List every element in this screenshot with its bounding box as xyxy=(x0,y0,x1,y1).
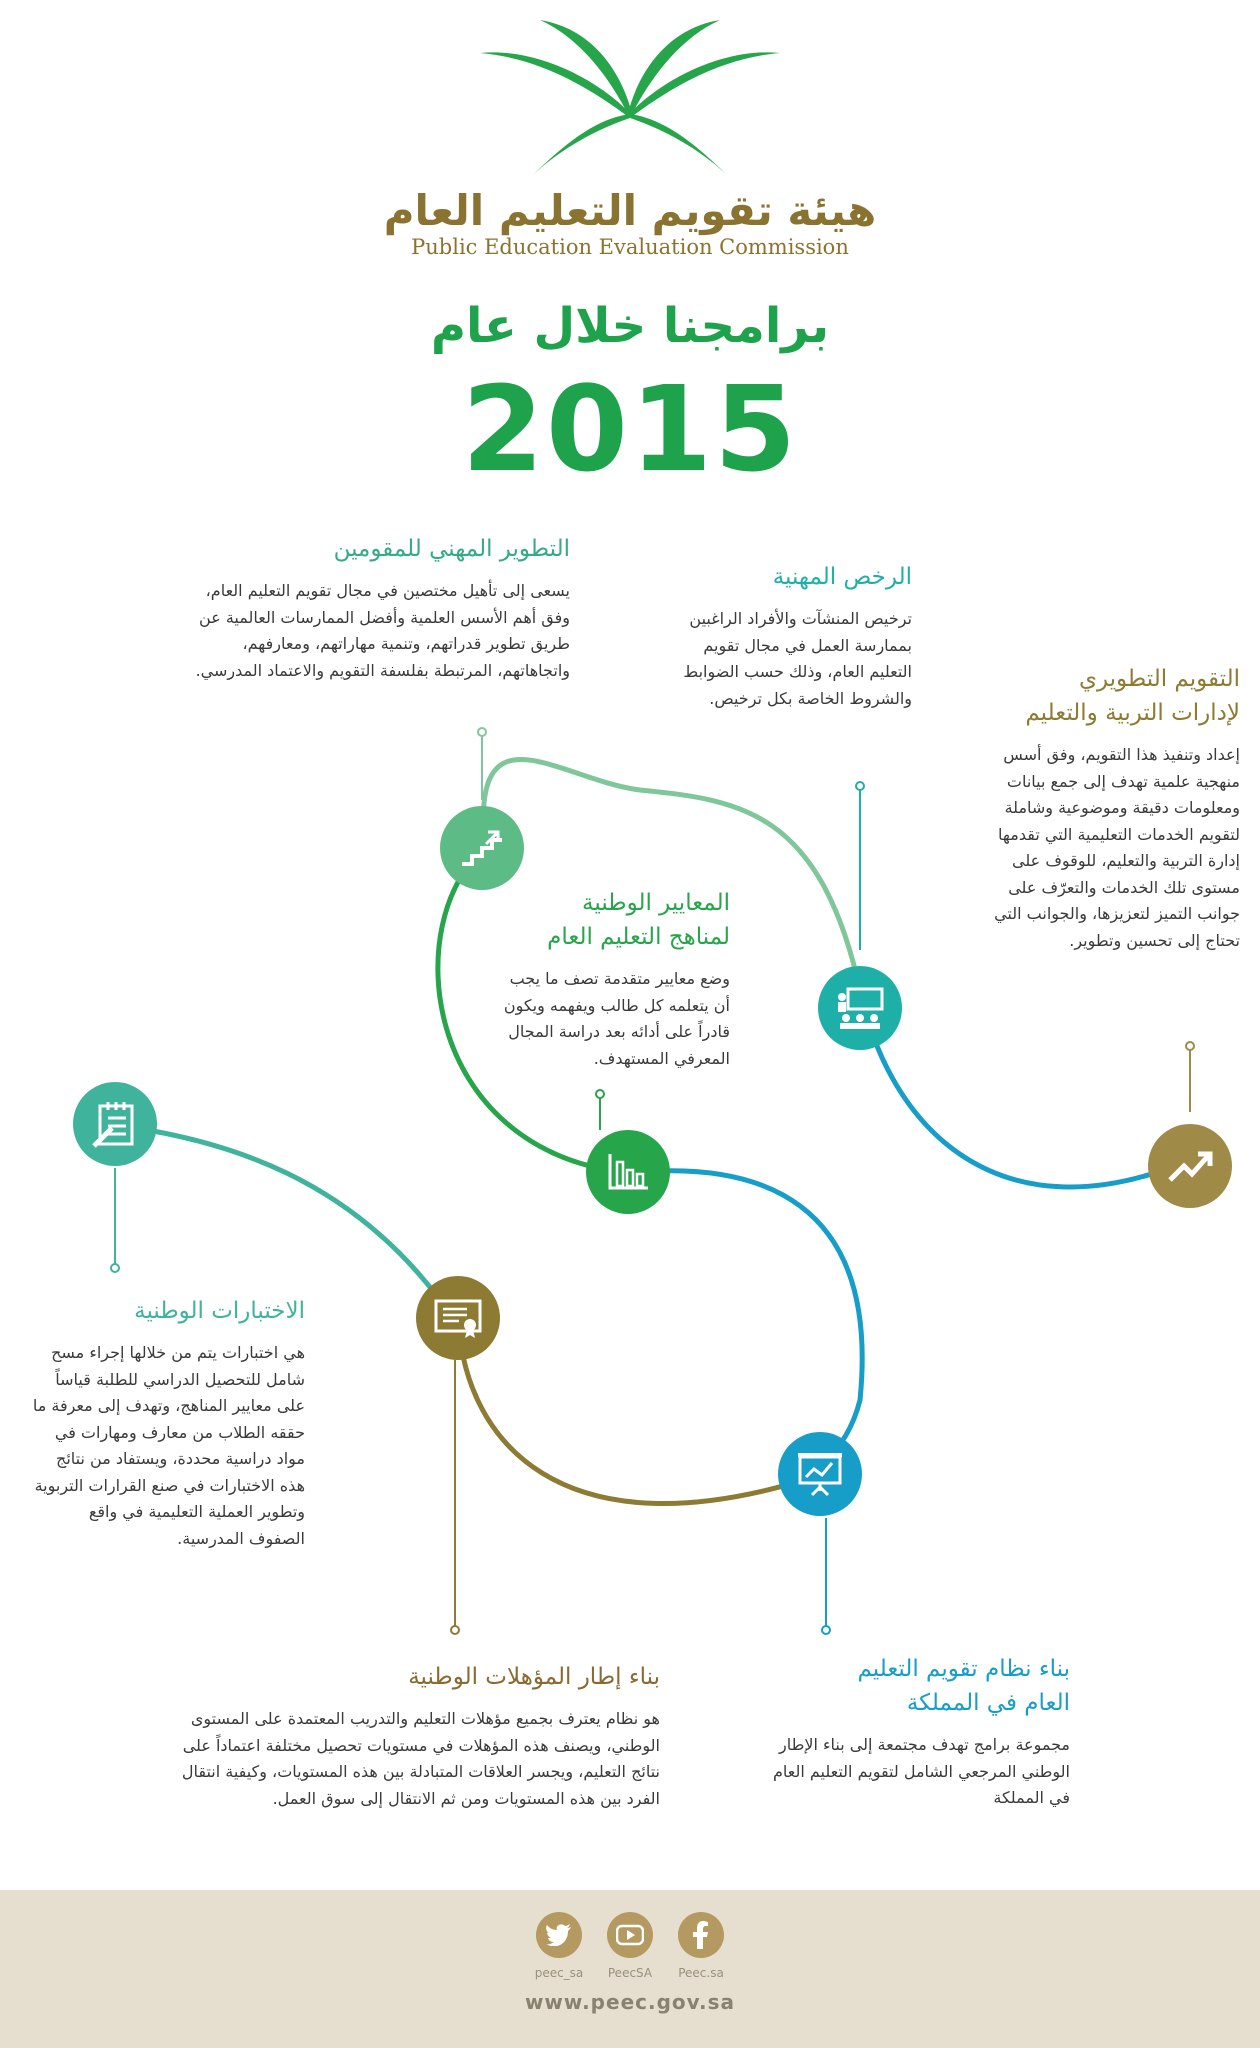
section-title-line1: التقويم التطويري xyxy=(1078,666,1240,692)
checklist-icon xyxy=(92,1100,138,1148)
section-qualifications-framework xyxy=(170,1660,660,1812)
curve-teal-big xyxy=(115,1125,440,1300)
facebook-icon xyxy=(693,1921,709,1949)
pin-dot xyxy=(478,728,486,736)
section-body: يسعى إلى تأهيل مختصين في مجال تقويم التعليم العام، وفق أهم الأسس العلمية وأفضل الممارسات العالمية عن طريق تطوير قدراتهم، وتنمية مهاراتهم، ومعارفهم، واتجاهاتهم، المرتبطة بفلسفة التقويم والاعتماد المدرسي. xyxy=(195,581,570,680)
section-title-line2: العام في المملكة xyxy=(906,1690,1070,1716)
curve-blue xyxy=(628,1171,862,1470)
section-national-tests xyxy=(30,1294,305,1552)
bar-chart-icon xyxy=(606,1152,650,1192)
youtube-icon xyxy=(616,1924,644,1946)
twitter-icon xyxy=(546,1924,572,1946)
pin-dot xyxy=(856,782,864,790)
presentation-board-icon xyxy=(796,1451,844,1497)
classroom-node xyxy=(818,966,902,1050)
section-national-standards xyxy=(490,886,730,1072)
youtube-handle[interactable]: PeecSA xyxy=(607,1966,653,1980)
curve-brown xyxy=(458,1310,820,1503)
stairs-node xyxy=(440,806,524,890)
section-title-line1: بناء نظام تقويم التعليم xyxy=(857,1656,1070,1682)
website-link[interactable]: www.peec.gov.sa xyxy=(524,1990,736,2014)
pin-dot xyxy=(596,1090,604,1098)
pin-dot xyxy=(822,1626,830,1634)
twitter-handle[interactable]: peec_sa xyxy=(534,1966,584,1980)
certificate-node xyxy=(416,1276,500,1360)
bar-chart-node xyxy=(586,1130,670,1214)
section-title: الرخص المهنية xyxy=(772,564,912,590)
section-professional-development xyxy=(190,532,570,684)
checklist-node xyxy=(73,1082,157,1166)
section-title: الاختبارات الوطنية xyxy=(134,1298,305,1324)
section-developmental-evaluation xyxy=(975,662,1240,954)
curve-blue-right xyxy=(860,990,1190,1187)
section-title: التطوير المهني للمقومين xyxy=(333,536,570,562)
section-evaluation-system xyxy=(760,1652,1070,1812)
growth-node xyxy=(1148,1124,1232,1208)
pin-dot xyxy=(1186,1042,1194,1050)
presentation-node xyxy=(778,1432,862,1516)
facebook-handle[interactable]: Peec.sa xyxy=(678,1966,724,1980)
section-licenses xyxy=(680,560,912,712)
pin-dot xyxy=(451,1626,459,1634)
section-body: هو نظام يعترف بجميع مؤهلات التعليم والتدريب المعتمدة على المستوى الوطني، ويصنف هذه المؤهلات في مستويات تحصيل مختلفة اعتماداً على نتائج التعليم، ويجسر العلاقات المتبادلة بين هذه المستويات، وكيفية انتقال الفرد بين هذه المستويات ومن ثم الانتقال إلى سوق العمل. xyxy=(181,1709,660,1808)
page-year: 2015 xyxy=(461,360,799,498)
logo-english-text: Public Education Evaluation Commission xyxy=(411,235,849,259)
stairs-icon xyxy=(458,828,506,868)
page-headline: برامجنا خلال عام xyxy=(430,298,830,354)
certificate-icon xyxy=(433,1298,483,1338)
section-body: هي اختبارات يتم من خلالها إجراء مسح شامل للتحصيل الدراسي للطلبة قياساً على معايير المناهج، وتهدف إلى معرفة ما حققه الطلاب من معارف ومهارات في مواد دراسية محددة، ويستفاد من نتائج هذه الاختبارات في صنع القرارات التربوية وتطوير العملية التعليمية في واقع الصفوف المدرسية. xyxy=(32,1343,305,1548)
classroom-icon xyxy=(834,985,886,1031)
logo-arabic-text: هيئة تقويم التعليم العام xyxy=(383,186,877,235)
section-title-line1: المعايير الوطنية xyxy=(582,890,730,916)
section-body: مجموعة برامج تهدف مجتمعة إلى بناء الإطار الوطني المرجعي الشامل لتقويم التعليم العام في المملكة xyxy=(772,1735,1070,1807)
section-title-line2: لإدارات التربية والتعليم xyxy=(1025,700,1240,726)
section-title: بناء إطار المؤهلات الوطنية xyxy=(408,1664,660,1690)
twitter-link[interactable] xyxy=(536,1912,582,1958)
trend-up-icon xyxy=(1166,1146,1214,1186)
section-title-line2: لمناهج التعليم العام xyxy=(547,924,730,950)
pin-dot xyxy=(111,1264,119,1272)
youtube-link[interactable] xyxy=(607,1912,653,1958)
section-body: ترخيص المنشآت والأفراد الراغبين بممارسة العمل في مجال تقويم التعليم العام، وذلك حسب الضوابط والشروط الخاصة بكل ترخيص. xyxy=(683,609,912,708)
section-body: وضع معايير متقدمة تصف ما يجب أن يتعلمه كل طالب ويفهمه ويكون قادراً على أدائه بعد دراسة المجال المعرفي المستهدف. xyxy=(503,969,730,1068)
section-body: إعداد وتنفيذ هذا التقويم، وفق أسس منهجية علمية تهدف إلى جمع بيانات ومعلومات دقيقة وموضوعية وشاملة لتقويم الخدمات التعليمية التي تقدمها إدارة التربية والتعليم، للوقوف على مستوى تلك الخدمات والتعرّف على جوانب التميز لتعزيزها، والجوانب التي تحتاج إلى تحسين وتطوير. xyxy=(994,745,1240,950)
facebook-link[interactable] xyxy=(678,1912,724,1958)
